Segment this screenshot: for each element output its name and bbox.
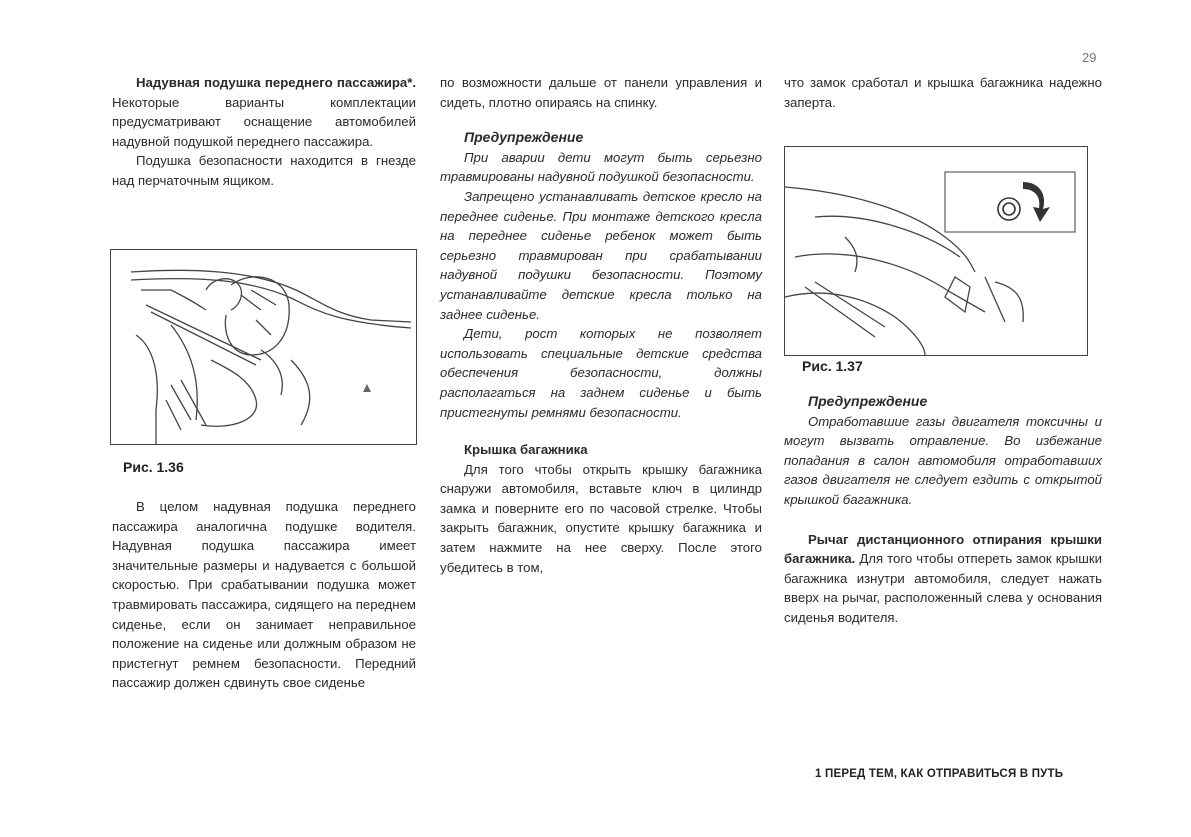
warning-text-2: Запрещено устанавливать детское кресло на переднее сиденье. При монтаже детского кресла на переднее сиденье ребенок может быть серьезно травмирован при срабатывании надувной подушки безопасности. Поэтому устанавливайте детские кресла только на заднее сиденье.	[440, 188, 762, 322]
paragraph-airbag-location: Подушка безопасности находится в гнезде над перчаточным ящиком.	[112, 153, 416, 188]
airbag-illustration	[111, 250, 416, 444]
warning-text-3: Дети, рост которых не позволяет использовать специальные детские средства обеспечения безопасности, должны располагаться на заднем сиденье и быть пристегнуты ремнями безопасности.	[440, 326, 762, 420]
trunk-lock-illustration	[785, 147, 1087, 355]
column-3	[784, 73, 1102, 112]
paragraph-airbag-details: В целом надувная подушка переднего пассажира аналогична подушке водителя. Надувная подушка пассажира имеет значительные размеры и надувается с большой скоростью. При срабатывании подушка может травмировать пассажира, сидящего на переднем сиденье, если он занимает неправильное положение на сиденье или должным образом не пристегнут ремнем безопасности. Передний пассажир должен сдвинуть свое сиденье	[112, 499, 416, 691]
paragraph-remote-release: Рычаг дистанционного отпирания крышки багажника. Для того чтобы отпереть замок крышки багажника изнутри автомобиля, следует нажать вверх на рычаг, расположенный слева у основания сиденья водителя.	[784, 531, 1102, 625]
column-3-lower	[784, 392, 1102, 628]
figure-1-36-caption: Рис. 1.36	[123, 459, 184, 475]
paragraph-lock-check: что замок сработал и крышка багажника надежно заперта.	[784, 75, 1102, 110]
paragraph-trunk-lid: Для того чтобы открыть крышку багажника снаружи автомобиля, вставьте ключ в цилиндр замка и поверните его по часовой стрелке. Чтобы закрыть багажник, опустите крышку багажника и затем нажмите на нее сверху. После этого убедитесь в том,	[440, 461, 762, 575]
column-2	[440, 73, 762, 577]
airbag-heading: Надувная подушка переднего пассажира*.	[136, 75, 416, 90]
page-number: 29	[1082, 50, 1097, 65]
column-1-lower	[112, 497, 416, 693]
warning-exhaust-text: Отработавшие газы двигателя токсичны и могут вызвать отравление. Во избежание попадания в салон автомобиля отработавших газов двигателя не следует ездить с открытой крышкой багажника.	[784, 413, 1102, 507]
paragraph-airbag-intro: Надувная подушка переднего пассажира*. Некоторые варианты комплектации предусматривают оснащение автомобилей надувной подушкой переднего пассажира.	[112, 75, 416, 149]
figure-1-36	[110, 249, 417, 445]
section-heading-trunk-lid: Крышка багажника	[464, 442, 588, 458]
running-footer: 1 ПЕРЕД ТЕМ, КАК ОТПРАВИТЬСЯ В ПУТЬ	[815, 768, 1064, 780]
warning-text-1: При аварии дети могут быть серьезно травмированы надувной подушкой безопасности.	[440, 149, 762, 185]
figure-1-37	[784, 146, 1088, 356]
paragraph-seat-position: по возможности дальше от панели управления и сидеть, плотно опираясь на спинку.	[440, 75, 762, 110]
remote-release-heading: Рычаг дистанционного отпирания крышки багажника.	[784, 531, 1102, 567]
column-1	[112, 73, 416, 191]
warning-heading-children: Предупреждение	[464, 129, 584, 146]
figure-1-37-caption: Рис. 1.37	[802, 358, 863, 374]
warning-heading-exhaust: Предупреждение	[808, 393, 928, 409]
